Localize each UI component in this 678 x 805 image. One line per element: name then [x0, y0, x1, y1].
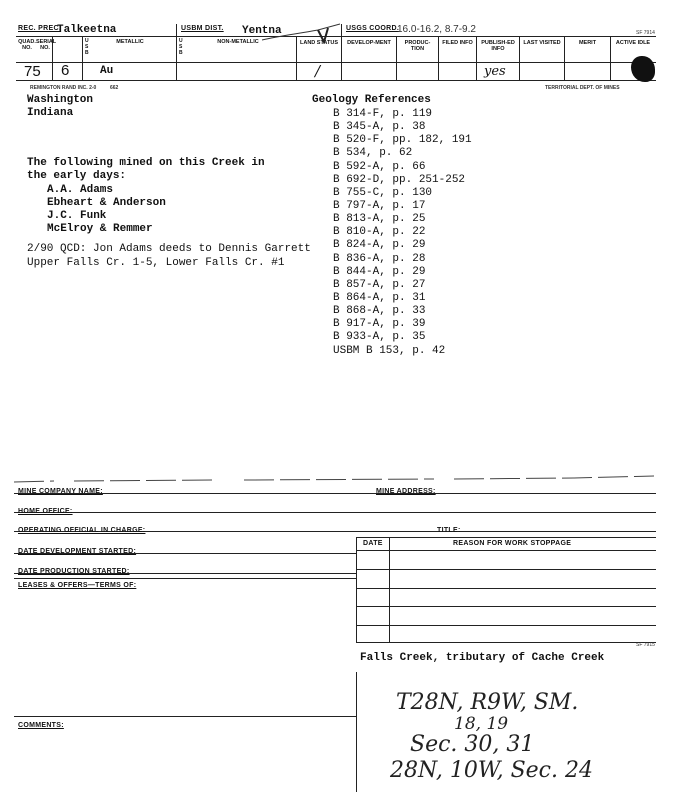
col-non-metallic: NON-METALLIC — [217, 39, 259, 45]
location-washington: Washington — [27, 94, 94, 106]
home-office-label: HOME OFFICE: — [18, 508, 73, 515]
list-item: B 314-F, p. 119 — [333, 108, 433, 120]
printer-code: 662 — [110, 85, 119, 91]
scribble-mark — [258, 22, 344, 44]
col-land-status: LAND STATUS — [300, 40, 338, 46]
torn-edge-line — [14, 472, 662, 486]
title-label: TITLE: — [437, 527, 461, 534]
col-published-info: PUBLISH-ED INFO — [481, 40, 515, 52]
date-development-label: DATE DEVELOPMENT STARTED: — [18, 548, 137, 555]
ink-stamp-mark — [631, 56, 655, 82]
published-info-value: yes — [484, 64, 506, 79]
usbm-dist-value: Yentna — [242, 25, 282, 37]
col-filed-info: FILED INFO — [442, 40, 473, 46]
quad-no-value: 75 — [24, 63, 41, 80]
col-metallic: METALLIC — [116, 39, 144, 45]
col-quad-no: QUAD. NO. — [18, 39, 36, 51]
form-number-top: SF 7914 — [636, 30, 655, 36]
reason-label: REASON FOR WORK STOPPAGE — [453, 540, 572, 547]
geology-title: Geology References — [312, 94, 431, 106]
rec-prec-label: REC. PREC. — [18, 25, 62, 32]
usbm-dist-label: USBM DIST. — [181, 25, 224, 32]
handwritten-sections-upper: 18, 19 — [454, 714, 509, 734]
handwritten-second-location: 28N, 10W, Sec. 24 — [390, 758, 593, 783]
usgs-coord-label: USGS COORD. — [346, 25, 400, 32]
handwritten-township-range: T28N, R9W, SM. — [396, 690, 579, 715]
miners-list — [47, 184, 166, 236]
geology-references-list — [333, 108, 472, 358]
list-item: B 810-A, p. 22 — [333, 226, 426, 239]
col-production: PRODUC-TION — [404, 40, 431, 52]
list-item: Ebheart & Anderson — [47, 197, 166, 209]
list-item: B 864-A, p. 31 — [333, 291, 426, 304]
qcd-line1: 2/90 QCD: Jon Adams deeds to Dennis Garrett — [27, 243, 311, 255]
date-label: DATE — [363, 540, 383, 547]
list-item: B 917-A, p. 39 — [333, 318, 426, 331]
comments-label: COMMENTS: — [18, 722, 64, 729]
col-last-visited: LAST VISITED — [523, 40, 561, 46]
col-serial-no: SERIAL NO. — [36, 39, 57, 51]
land-status-value: / — [315, 62, 321, 80]
mine-company-name-label: MINE COMPANY NAME: — [18, 488, 103, 495]
list-item: B 797-A, p. 17 — [333, 199, 426, 212]
metallic-value: Au — [100, 65, 114, 77]
rec-prec-value: Talkeetna — [57, 24, 117, 36]
list-item: J.C. Funk — [47, 210, 107, 222]
location-indiana: Indiana — [27, 107, 74, 119]
leases-label: LEASES & OFFERS—TERMS OF: — [18, 582, 137, 589]
list-item: A.A. Adams — [47, 184, 114, 196]
col-development: DEVELOP-MENT — [347, 40, 391, 46]
list-item: B 520-F, pp. 182, 191 — [333, 134, 472, 147]
list-item: B 755-C, p. 130 — [333, 186, 433, 199]
list-item: B 868-A, p. 33 — [333, 305, 426, 318]
col-merit: MERIT — [578, 40, 597, 46]
usb-marks-metallic: U S B — [85, 38, 89, 56]
list-item: B 824-A, p. 29 — [333, 239, 426, 252]
list-item: USBM B 153, p. 42 — [333, 344, 446, 357]
list-item: B 345-A, p. 38 — [333, 121, 426, 134]
form-number-bottom: SF 7915 — [636, 642, 655, 648]
list-item: B 857-A, p. 27 — [333, 278, 426, 291]
printer-line: REMINGTON RAND INC. 2-0 — [30, 85, 97, 91]
mined-note-line2: the early days: — [27, 170, 127, 182]
serial-no-value: 6 — [61, 62, 70, 79]
usb-marks-nonmetallic: U S B — [179, 38, 183, 56]
list-item: McElroy & Remmer — [47, 223, 153, 235]
operating-official-label: OPERATING OFFICIAL IN CHARGE: — [18, 527, 146, 534]
mine-address-label: MINE ADDRESS: — [376, 488, 436, 495]
handwritten-sec-30-31: Sec. 30, 31 — [410, 732, 535, 757]
usgs-coord-value: 16.0-16.2, 8.7-9.2 — [397, 24, 476, 35]
date-production-label: DATE PRODUCTION STARTED: — [18, 568, 130, 575]
col-active: ACTIVE IDLE — [615, 40, 651, 46]
list-item: B 592-A, p. 66 — [333, 160, 426, 173]
list-item: B 813-A, p. 25 — [333, 213, 426, 226]
list-item: B 836-A, p. 28 — [333, 252, 426, 265]
list-item: B 534, p. 62 — [333, 147, 413, 160]
list-item: B 844-A, p. 29 — [333, 265, 426, 278]
list-item: B 692-D, pp. 251-252 — [333, 173, 466, 186]
territorial-note: TERRITORIAL DEPT. OF MINES — [545, 85, 620, 91]
mined-note-line1: The following mined on this Creek in — [27, 157, 265, 169]
creek-note: Falls Creek, tributary of Cache Creek — [360, 652, 605, 664]
qcd-line2: Upper Falls Cr. 1-5, Lower Falls Cr. #1 — [27, 257, 285, 269]
list-item: B 933-A, p. 35 — [333, 331, 426, 344]
